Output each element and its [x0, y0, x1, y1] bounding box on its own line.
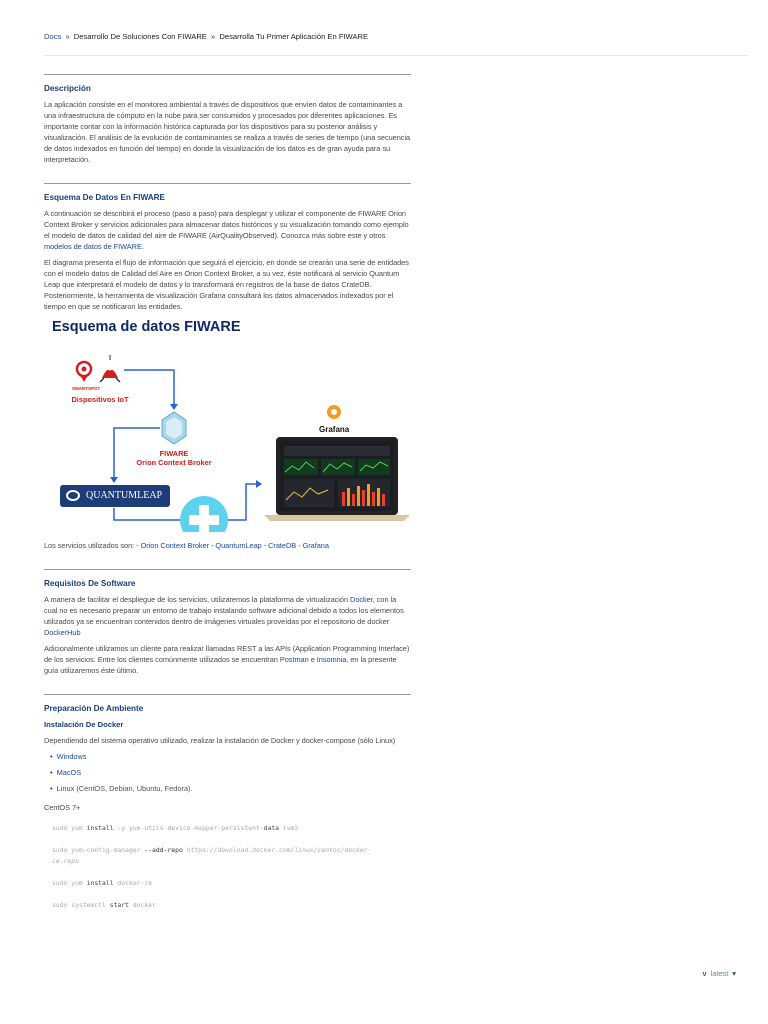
orion-label-line1: FIWARE [159, 449, 189, 458]
section-title-esquema: Esquema De Datos En FIWARE [44, 193, 166, 202]
os-list [50, 751, 411, 794]
smartspot-icon [77, 362, 91, 382]
service-link-quantumleap[interactable]: QuantumLeap [215, 541, 262, 550]
breadcrumb-separator: » [211, 32, 216, 41]
centos-label: CentOS 7+ [44, 803, 81, 812]
service-link-orion[interactable]: Orion Context Broker [140, 541, 209, 550]
dockerhub-link[interactable]: DockerHub [44, 628, 81, 637]
version-selector[interactable] [702, 968, 736, 979]
section-esquema [44, 183, 411, 551]
section-descripcion [44, 74, 411, 165]
header-divider [44, 55, 748, 56]
grafana-logo-icon [327, 405, 341, 419]
robot-device-icon [100, 355, 120, 382]
cratedb-icon [180, 496, 228, 532]
esquema-paragraph-1: A continuación se describirá el proceso (paso a paso) para desplegar y utilizar el componente de FIWARE Orion Context Broker y servicios adicionales para almacenar datos históricos y su visualización tomando como ejemplo el modelo de datos de calidad del aire de FIWARE (AirQualityObserved). Conozca más sobre este y otros modelos de datos de FIWARE. [44, 209, 409, 251]
iot-devices-label: Dispositivos IoT [71, 395, 129, 404]
services-list: Los servicios utilizados son: - Orion Context Broker - QuantumLeap - CrateDB - Grafana [44, 541, 329, 550]
service-link-grafana[interactable]: Grafana [302, 541, 329, 550]
version-label: latest [710, 969, 729, 978]
section-title-preparacion: Preparación De Ambiente [44, 704, 144, 713]
fiware-data-schema-diagram [44, 319, 414, 532]
requisitos-paragraph-2: Adicionalmente utilizamos un cliente para realizar llamadas REST a las APIs (Application Programming Interface) de los servicios. Entre los clientes comúnmente utilizados se encuentran Postman e Insomnia, en la presente guía utilizaremos éste último. [44, 644, 410, 675]
breadcrumb-separator: » [65, 32, 70, 41]
postman-link[interactable]: Postman [279, 655, 309, 664]
breadcrumb-docs-link[interactable]: Docs [44, 32, 62, 41]
section-title-descripcion: Descripción [44, 84, 91, 93]
section-title-requisitos: Requisitos De Software [44, 579, 136, 588]
breadcrumb-item-current: Desarrolla Tu Primer Aplicación En FIWARE [219, 32, 369, 41]
descripcion-text: La aplicación consiste en el monitoreo ambiental a través de dispositivos que envíen datos de contaminantes a una infraestructura de cómputo en la nube para ser consumidos y procesados por diferentes aplicaciones. Es importante contar con la información histórica capturada por los dispositivos para su posterior análisis y visualización. El análisis de la evolución de contaminantes se realiza a través de series de tiempo (una secuencia de datos indexados en función del tiempo) en donde la visualización de los datos es de gran ayuda para su interpretación. [44, 100, 411, 164]
code-line: sudo systemctl start docker [52, 901, 156, 909]
code-line: sudo yum install -y yum-utils device-mapper-persistent-data lvm2 [52, 824, 299, 832]
list-item [50, 751, 411, 762]
requisitos-paragraph-1: A manera de facilitar el despliegue de los servicios, utilizaremos la plataforma de virtualización Docker, con la cual no es necesario preparar un entorno de trabajo instalando software adicional debido a todos los elementos utilizados ya se encuentran contenidos dentro de imágenes virtuales proveídas por el repositorio de docker DockerHub [44, 595, 404, 637]
laptop-dashboard-icon [264, 437, 410, 521]
grafana-label: Grafana [319, 425, 350, 434]
code-line: sudo yum install docker-ce [52, 879, 153, 887]
esquema-paragraph-2: El diagrama presenta el flujo de información que seguirá el ejercicio, en donde se crearán una serie de entidades con el modelo datos de Calidad del Aire en Orion Context Broker, a su vez, éste notificará al servicio Quantum Leap que interpretará el modelo de datos y lo transformará en registros de la base de datos CrateDB. Posteriormente, la herramienta de visualización Grafana consultará los datos almacenados indexados por el tiempo en que se notificaron las entidades. [44, 258, 409, 311]
insomnia-link[interactable]: Insomnia [316, 655, 347, 664]
orion-label-line2: Orion Context Broker [136, 458, 212, 467]
section-requisitos [44, 569, 411, 676]
orion-context-broker-icon [162, 412, 186, 444]
linux-link[interactable]: Linux [56, 784, 75, 793]
subsection-title-docker: Instalación De Docker [44, 720, 124, 729]
breadcrumb-item-desarrollo: Desarrollo De Soluciones Con FIWARE [73, 32, 207, 41]
chevron-down-icon: ▾ [732, 969, 736, 978]
list-item [50, 767, 411, 778]
quantumleap-label: QUANTUMLEAP [86, 490, 163, 501]
quantumleap-logo [60, 485, 170, 507]
section-preparacion [44, 694, 411, 911]
quantumleap-icon [66, 490, 80, 501]
list-item: • Linux (CentOS, Debian, Ubuntu, Fedora). [50, 783, 411, 794]
smartspot-label: SMARTSPOT [72, 386, 101, 391]
diagram-title: Esquema de datos FIWARE [52, 319, 241, 335]
docker-link[interactable]: Docker [350, 595, 373, 604]
code-line: sudo yum-config-manager --add-repo https://download.docker.com/linux/centos/docker- ce.repo [52, 846, 372, 865]
version-icon: ν [702, 969, 707, 978]
code-block [44, 823, 411, 911]
docker-install-intro: Dependiendo del sistema operativo utilizado, realizar la instalación de Docker y docker-compose (sólo Linux) [44, 736, 396, 745]
windows-link[interactable]: Windows [56, 752, 87, 761]
breadcrumb [44, 31, 368, 42]
main-content [44, 74, 411, 929]
service-link-cratedb[interactable]: CrateDB [268, 541, 297, 550]
macos-link[interactable]: MacOS [56, 768, 82, 777]
modelos-datos-link[interactable]: modelos de datos de FIWARE [44, 242, 142, 251]
